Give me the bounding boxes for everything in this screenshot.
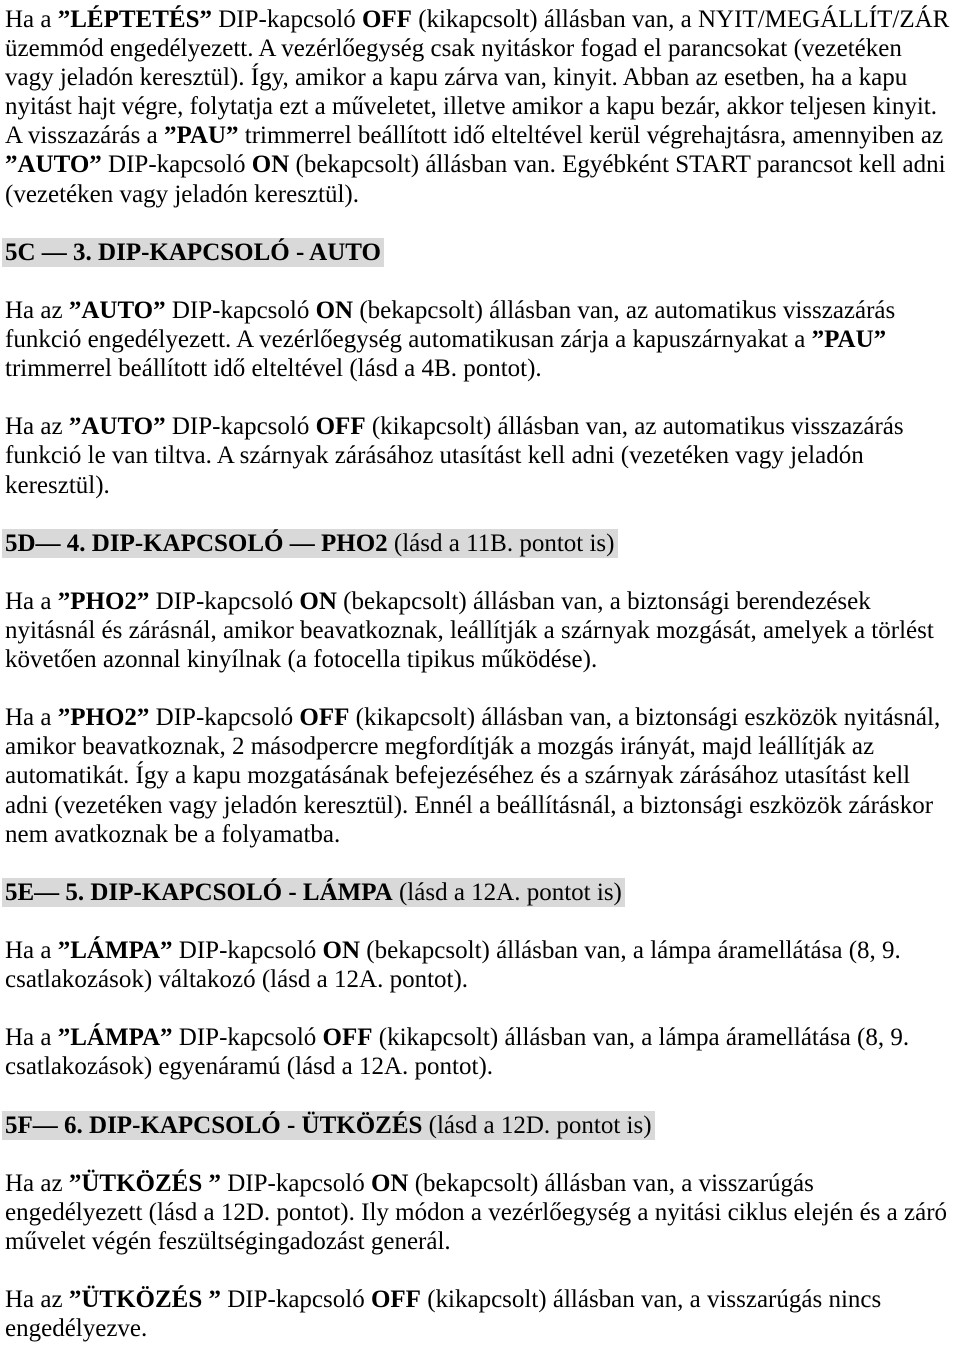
text-run: nyitást hajt végre, folytatja ezt a műveletet, illetve amikor a kapu bezár, akkor teljesen kinyit.: [5, 93, 937, 121]
text-run: trimmerrel beállított idő elteltével kerül végrehajtásra, amennyiben az: [238, 122, 944, 150]
text-run: követően azonnal kinyílnak (a fotocella tipikus működése).: [5, 646, 598, 674]
text-run: keresztül).: [5, 471, 110, 499]
text-line: [5, 325, 960, 354]
bold-text: ”ÜTKÖZÉS ”: [68, 1169, 221, 1197]
paragraph: [5, 412, 960, 499]
bold-text: ”PAU”: [811, 326, 887, 354]
text-line: [5, 936, 960, 965]
bold-text: ”PHO2”: [57, 704, 150, 732]
text-run: (bekapcsolt) állásban van, a lámpa áramellátása (8, 9.: [360, 937, 901, 964]
text-run: (bekapcsolt) állásban van, a visszarúgás: [408, 1169, 814, 1197]
bold-text: OFF: [322, 1024, 373, 1052]
bold-text: OFF: [370, 1286, 421, 1314]
text-run: (bekapcsolt) állásban van, a biztonsági berendezések: [336, 587, 871, 615]
text-run: (lásd a 12A. pontot is): [392, 878, 622, 906]
text-run: (lásd a 12D. pontot is): [422, 1111, 652, 1139]
text-line: [5, 354, 960, 383]
paragraph: [5, 587, 960, 674]
section-heading: [5, 878, 960, 907]
text-line: [5, 703, 960, 732]
text-run: csatlakozások) váltakozó (lásd a 12A. pontot).: [5, 966, 469, 994]
text-run: DIP-kapcsoló: [165, 296, 316, 324]
paragraph: [5, 703, 960, 848]
text-line: [5, 732, 960, 761]
heading-highlight: [2, 1111, 655, 1140]
text-run: Ha a: [5, 6, 58, 33]
text-run: csatlakozások) egyenáramú (lásd a 12A. pontot).: [5, 1053, 494, 1081]
text-run: (kikapcsolt) állásban van, a NYIT/MEGÁLLÍT/ZÁR: [411, 6, 950, 33]
text-run: Ha a: [5, 587, 58, 615]
bold-text: OFF: [315, 413, 366, 441]
text-line: [5, 1227, 960, 1256]
text-run: DIP-kapcsoló: [172, 1024, 323, 1052]
text-run: (vezetéken vagy jeladón keresztül).: [5, 180, 359, 208]
text-run: adni (vezetéken vagy jeladón keresztül). Ennél a beállításnál, a biztonsági eszközök záráskor: [5, 791, 934, 819]
bold-text: ON: [251, 151, 290, 179]
text-line: [5, 441, 960, 470]
text-run: engedélyezett (lásd a 12D. pontot). Ily módon a vezérlőegység a nyitási ciklus elején és a záró: [5, 1198, 948, 1226]
text-run: engedélyezve.: [5, 1315, 148, 1343]
paragraph: [5, 5, 960, 209]
text-run: A visszazárás a: [5, 122, 164, 150]
text-run: DIP-kapcsoló: [149, 587, 300, 615]
bold-text: ”PHO2”: [57, 587, 150, 615]
text-run: DIP-kapcsoló: [220, 1169, 371, 1197]
text-line: [5, 1285, 960, 1314]
text-line: [5, 1198, 960, 1227]
bold-text: ON: [299, 587, 337, 615]
text-run: amikor beavatkoznak, 2 másodpercre megfordítják a mozgás irányát, majd leállítják az: [5, 733, 875, 761]
text-run: művelet végén feszültségingadozást generál.: [5, 1227, 451, 1255]
text-run: DIP-kapcsoló: [165, 413, 316, 441]
section-heading: [5, 1111, 960, 1140]
section-heading: [5, 238, 960, 267]
heading-highlight: [2, 238, 384, 267]
text-line: [5, 471, 960, 500]
bold-text: ”PAU”: [163, 122, 239, 150]
paragraph: [5, 1023, 960, 1081]
text-run: funkció le van tiltva. A szárnyak zárásához utasítást kell adni (vezetéken vagy jeladón: [5, 442, 864, 470]
text-line: [5, 63, 960, 92]
paragraph: [5, 296, 960, 383]
text-line: [5, 965, 960, 994]
text-line: [5, 412, 960, 441]
text-line: [5, 150, 960, 179]
text-run: üzemmód engedélyezett. A vezérlőegység csak nyitáskor fogad el parancsokat (vezetéken: [5, 35, 902, 63]
text-run: (bekapcsolt) állásban van. Egyébként START parancsot kell adni: [289, 151, 946, 179]
text-run: (lásd a 11B. pontot is): [387, 529, 615, 557]
bold-text: ”LÁMPA”: [57, 937, 173, 964]
bold-text: ”LÁMPA”: [57, 1024, 173, 1052]
paragraph: [5, 1169, 960, 1256]
text-line: [5, 616, 960, 645]
text-run: Ha az: [5, 296, 69, 324]
bold-text: ”ÜTKÖZÉS ”: [68, 1286, 221, 1314]
text-run: funkció engedélyezett. A vezérlőegység automatikusan zárja a kapuszárnyakat a: [5, 326, 812, 354]
bold-text: 5D— 4. DIP-KAPCSOLÓ — PHO2: [5, 529, 388, 557]
text-run: DIP-kapcsoló: [220, 1286, 371, 1314]
text-run: DIP-kapcsoló: [101, 151, 252, 179]
text-run: automatikát. Így a kapu mozgatásának befejezéséhez és a szárnyak zárásához utasítást kell: [5, 762, 911, 790]
text-run: Ha a: [5, 1024, 58, 1052]
text-run: (kikapcsolt) állásban van, a visszarúgás nincs: [420, 1286, 882, 1314]
text-line: [5, 1052, 960, 1081]
text-run: Ha az: [5, 1169, 69, 1197]
text-run: (bekapcsolt) állásban van, az automatikus visszazárás: [353, 296, 896, 324]
text-run: trimmerrel beállított idő elteltével (lásd a 4B. pontot).: [5, 355, 542, 383]
text-line: [5, 820, 960, 849]
text-line: [5, 121, 960, 150]
bold-text: 5E— 5. DIP-KAPCSOLÓ - LÁMPA: [5, 878, 393, 906]
text-line: [5, 1169, 960, 1198]
text-run: (kikapcsolt) állásban van, a lámpa áramellátása (8, 9.: [372, 1024, 910, 1052]
text-line: [5, 587, 960, 616]
text-line: [5, 761, 960, 790]
bold-text: 5C — 3. DIP-KAPCSOLÓ - AUTO: [5, 238, 381, 266]
bold-text: ON: [322, 937, 361, 964]
text-run: DIP-kapcsoló: [172, 937, 323, 964]
text-run: (kikapcsolt) állásban van, a biztonsági eszközök nyitásnál,: [349, 704, 941, 732]
bold-text: ON: [370, 1169, 409, 1197]
text-run: Ha a: [5, 704, 58, 732]
bold-text: ON: [315, 296, 354, 324]
text-line: [5, 92, 960, 121]
bold-text: OFF: [361, 6, 412, 33]
text-run: Ha az: [5, 413, 69, 441]
text-run: nem avatkoznak be a folyamatba.: [5, 820, 341, 848]
bold-text: ”AUTO”: [5, 151, 102, 179]
text-line: [5, 296, 960, 325]
text-run: vagy jeladón keresztül). Így, amikor a kapu zárva van, kinyit. Abban az esetben, ha a kapu: [5, 64, 908, 92]
bold-text: OFF: [299, 704, 350, 732]
text-line: [5, 1023, 960, 1052]
paragraph: [5, 936, 960, 994]
text-line: [5, 180, 960, 209]
text-line: [5, 645, 960, 674]
text-run: Ha a: [5, 937, 58, 964]
section-heading: [5, 529, 960, 558]
bold-text: ”LÉPTETÉS”: [57, 6, 212, 33]
bold-text: 5F— 6. DIP-KAPCSOLÓ - ÜTKÖZÉS: [5, 1111, 423, 1139]
bold-text: ”AUTO”: [68, 413, 166, 441]
text-line: [5, 5, 960, 34]
text-run: DIP-kapcsoló: [211, 6, 362, 33]
text-run: DIP-kapcsoló: [149, 704, 300, 732]
text-line: [5, 1314, 960, 1343]
text-line: [5, 34, 960, 63]
text-line: [5, 791, 960, 820]
text-run: Ha az: [5, 1286, 69, 1314]
text-run: nyitásnál és zárásnál, amikor beavatkoznak, leállítják a szárnyak mozgását, amelyek a törlést: [5, 616, 934, 644]
heading-highlight: [2, 878, 625, 907]
paragraph: [5, 1285, 960, 1343]
bold-text: ”AUTO”: [68, 296, 166, 324]
text-run: (kikapcsolt) állásban van, az automatikus visszazárás: [365, 413, 904, 441]
heading-highlight: [2, 529, 618, 558]
